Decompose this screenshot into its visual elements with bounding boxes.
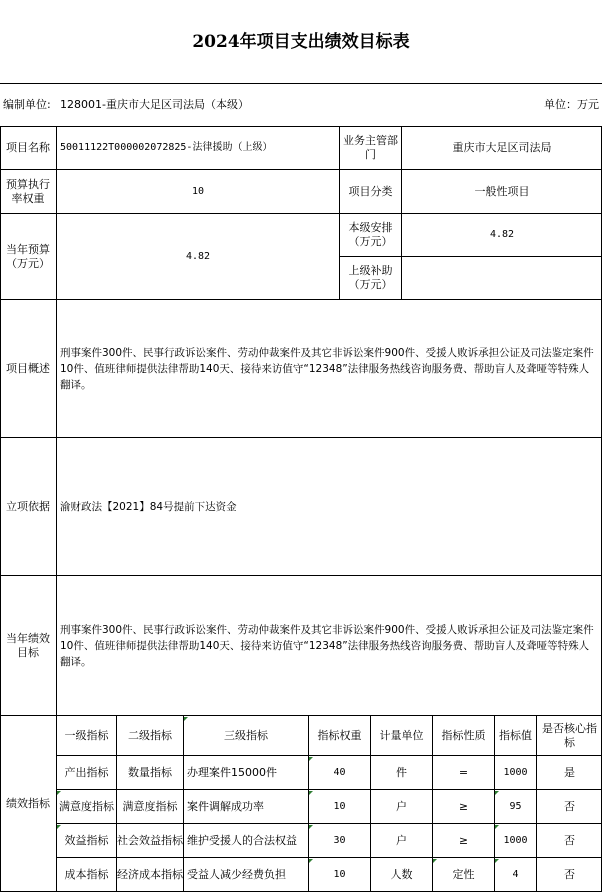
indicator-nature: ≥ bbox=[433, 790, 495, 824]
indicator-level2: 社会效益指标 bbox=[117, 824, 184, 858]
indicator-value: 95 bbox=[495, 790, 537, 824]
sheet-title: 2024年项目支出绩效目标表 bbox=[0, 0, 602, 84]
indicator-level3: 受益人减少经费负担 bbox=[184, 858, 309, 892]
basis-label: 立项依据 bbox=[0, 438, 57, 576]
cell-flag-marker bbox=[184, 717, 188, 721]
budget-value: 4.82 bbox=[57, 214, 340, 300]
indicator-header-weight: 指标权重 bbox=[309, 716, 371, 756]
indicator-level2: 满意度指标 bbox=[117, 790, 184, 824]
upper-value bbox=[402, 257, 602, 300]
cell-flag-marker bbox=[57, 791, 61, 795]
indicator-core: 否 bbox=[537, 824, 602, 858]
indicator-level1: 满意度指标 bbox=[57, 790, 117, 824]
basis-text: 渝财政法【2021】84号提前下达资金 bbox=[57, 438, 602, 576]
indicator-header-core: 是否核心指标 bbox=[537, 716, 602, 756]
weight-value: 10 bbox=[57, 170, 340, 214]
indicator-core: 否 bbox=[564, 868, 575, 881]
indicator-level1: 产出指标 bbox=[57, 756, 117, 790]
category-label: 项目分类 bbox=[340, 170, 402, 214]
cell-flag-marker bbox=[309, 791, 313, 795]
indicator-unit: 件 bbox=[371, 756, 433, 790]
indicator-header-nature: 指标性质 bbox=[433, 716, 495, 756]
indicator-value: 1000 bbox=[495, 824, 537, 858]
indicator-unit: 户 bbox=[371, 824, 433, 858]
indicator-weight: 40 bbox=[309, 756, 371, 790]
indicator-level3: 维护受援人的合法权益 bbox=[184, 824, 309, 858]
indicator-header-unit: 计量单位 bbox=[371, 716, 433, 756]
indicator-weight: 10 bbox=[309, 858, 371, 892]
goal-text: 刑事案件300件、民事行政诉讼案件、劳动仲裁案件及其它非诉讼案件900件、受援人败诉承担公证及司法鉴定案件10件、值班律师提供法律帮助140天、接待来访值守“12348”法律服务热线咨询服务费、帮助盲人及聋哑等特殊人翻译。 bbox=[57, 576, 602, 716]
indicator-header-value: 指标值 bbox=[495, 716, 537, 756]
currency-unit: 单位：万元 bbox=[544, 98, 599, 111]
goal-label: 当年绩效目标 bbox=[0, 576, 57, 716]
cell-flag-marker bbox=[495, 791, 499, 795]
indicator-nature: ≥ bbox=[433, 824, 495, 858]
indicator-nature: 定性 bbox=[433, 858, 495, 892]
weight-label: 预算执行率权重 bbox=[0, 170, 57, 214]
indicator-header-level1: 一级指标 bbox=[57, 716, 117, 756]
local-label: 本级安排（万元） bbox=[340, 214, 402, 257]
upper-label: 上级补助（万元） bbox=[340, 257, 402, 300]
indicator-level3: 办理案件15000件 bbox=[184, 756, 309, 790]
cell-flag-marker bbox=[309, 757, 313, 761]
overview-label: 项目概述 bbox=[0, 300, 57, 438]
unit-label: 编制单位: bbox=[3, 98, 51, 111]
project-name-label: 项目名称 bbox=[0, 126, 57, 170]
indicator-weight: 10 bbox=[309, 790, 371, 824]
indicators-label: 绩效指标 bbox=[0, 716, 57, 892]
cell-flag-marker bbox=[57, 825, 61, 829]
budget-label: 当年预算（万元） bbox=[0, 214, 57, 300]
cell-flag-marker bbox=[433, 859, 437, 863]
indicator-unit: 户 bbox=[371, 790, 433, 824]
indicator-unit: 人数 bbox=[371, 858, 433, 892]
cell-flag-marker bbox=[495, 825, 499, 829]
project-name-value: 50011122T000002072825-法律援助（上级） bbox=[57, 126, 340, 170]
indicator-level1: 效益指标 bbox=[57, 824, 117, 858]
cell-flag-marker bbox=[309, 859, 313, 863]
indicator-nature: = bbox=[433, 756, 495, 790]
indicator-level3: 案件调解成功率 bbox=[184, 790, 309, 824]
cell-flag-marker bbox=[309, 825, 313, 829]
indicator-value: 4 bbox=[495, 858, 537, 892]
local-value: 4.82 bbox=[402, 214, 602, 257]
indicator-core: 是 bbox=[537, 756, 602, 790]
indicator-header-level2: 二级指标 bbox=[117, 716, 184, 756]
category-value: 一般性项目 bbox=[402, 170, 602, 214]
indicator-value: 1000 bbox=[495, 756, 537, 790]
indicator-header-level3: 三级指标 bbox=[184, 716, 309, 756]
indicator-core: 否 bbox=[537, 790, 602, 824]
indicator-level1: 成本指标 bbox=[57, 858, 117, 892]
indicator-level2: 经济成本指标 bbox=[117, 858, 184, 892]
dept-label: 业务主管部门 bbox=[340, 126, 402, 170]
indicator-weight: 30 bbox=[309, 824, 371, 858]
unit-value: 128001-重庆市大足区司法局（本级） bbox=[60, 98, 249, 111]
overview-text: 刑事案件300件、民事行政诉讼案件、劳动仲裁案件及其它非诉讼案件900件、受援人败诉承担公证及司法鉴定案件10件、值班律师提供法律帮助140天、接待来访值守“12348”法律服务热线咨询服务费、帮助盲人及聋哑等特殊人翻译。 bbox=[57, 300, 602, 438]
dept-value: 重庆市大足区司法局 bbox=[402, 126, 602, 170]
indicator-level2: 数量指标 bbox=[117, 756, 184, 790]
cell-flag-marker bbox=[495, 859, 499, 863]
